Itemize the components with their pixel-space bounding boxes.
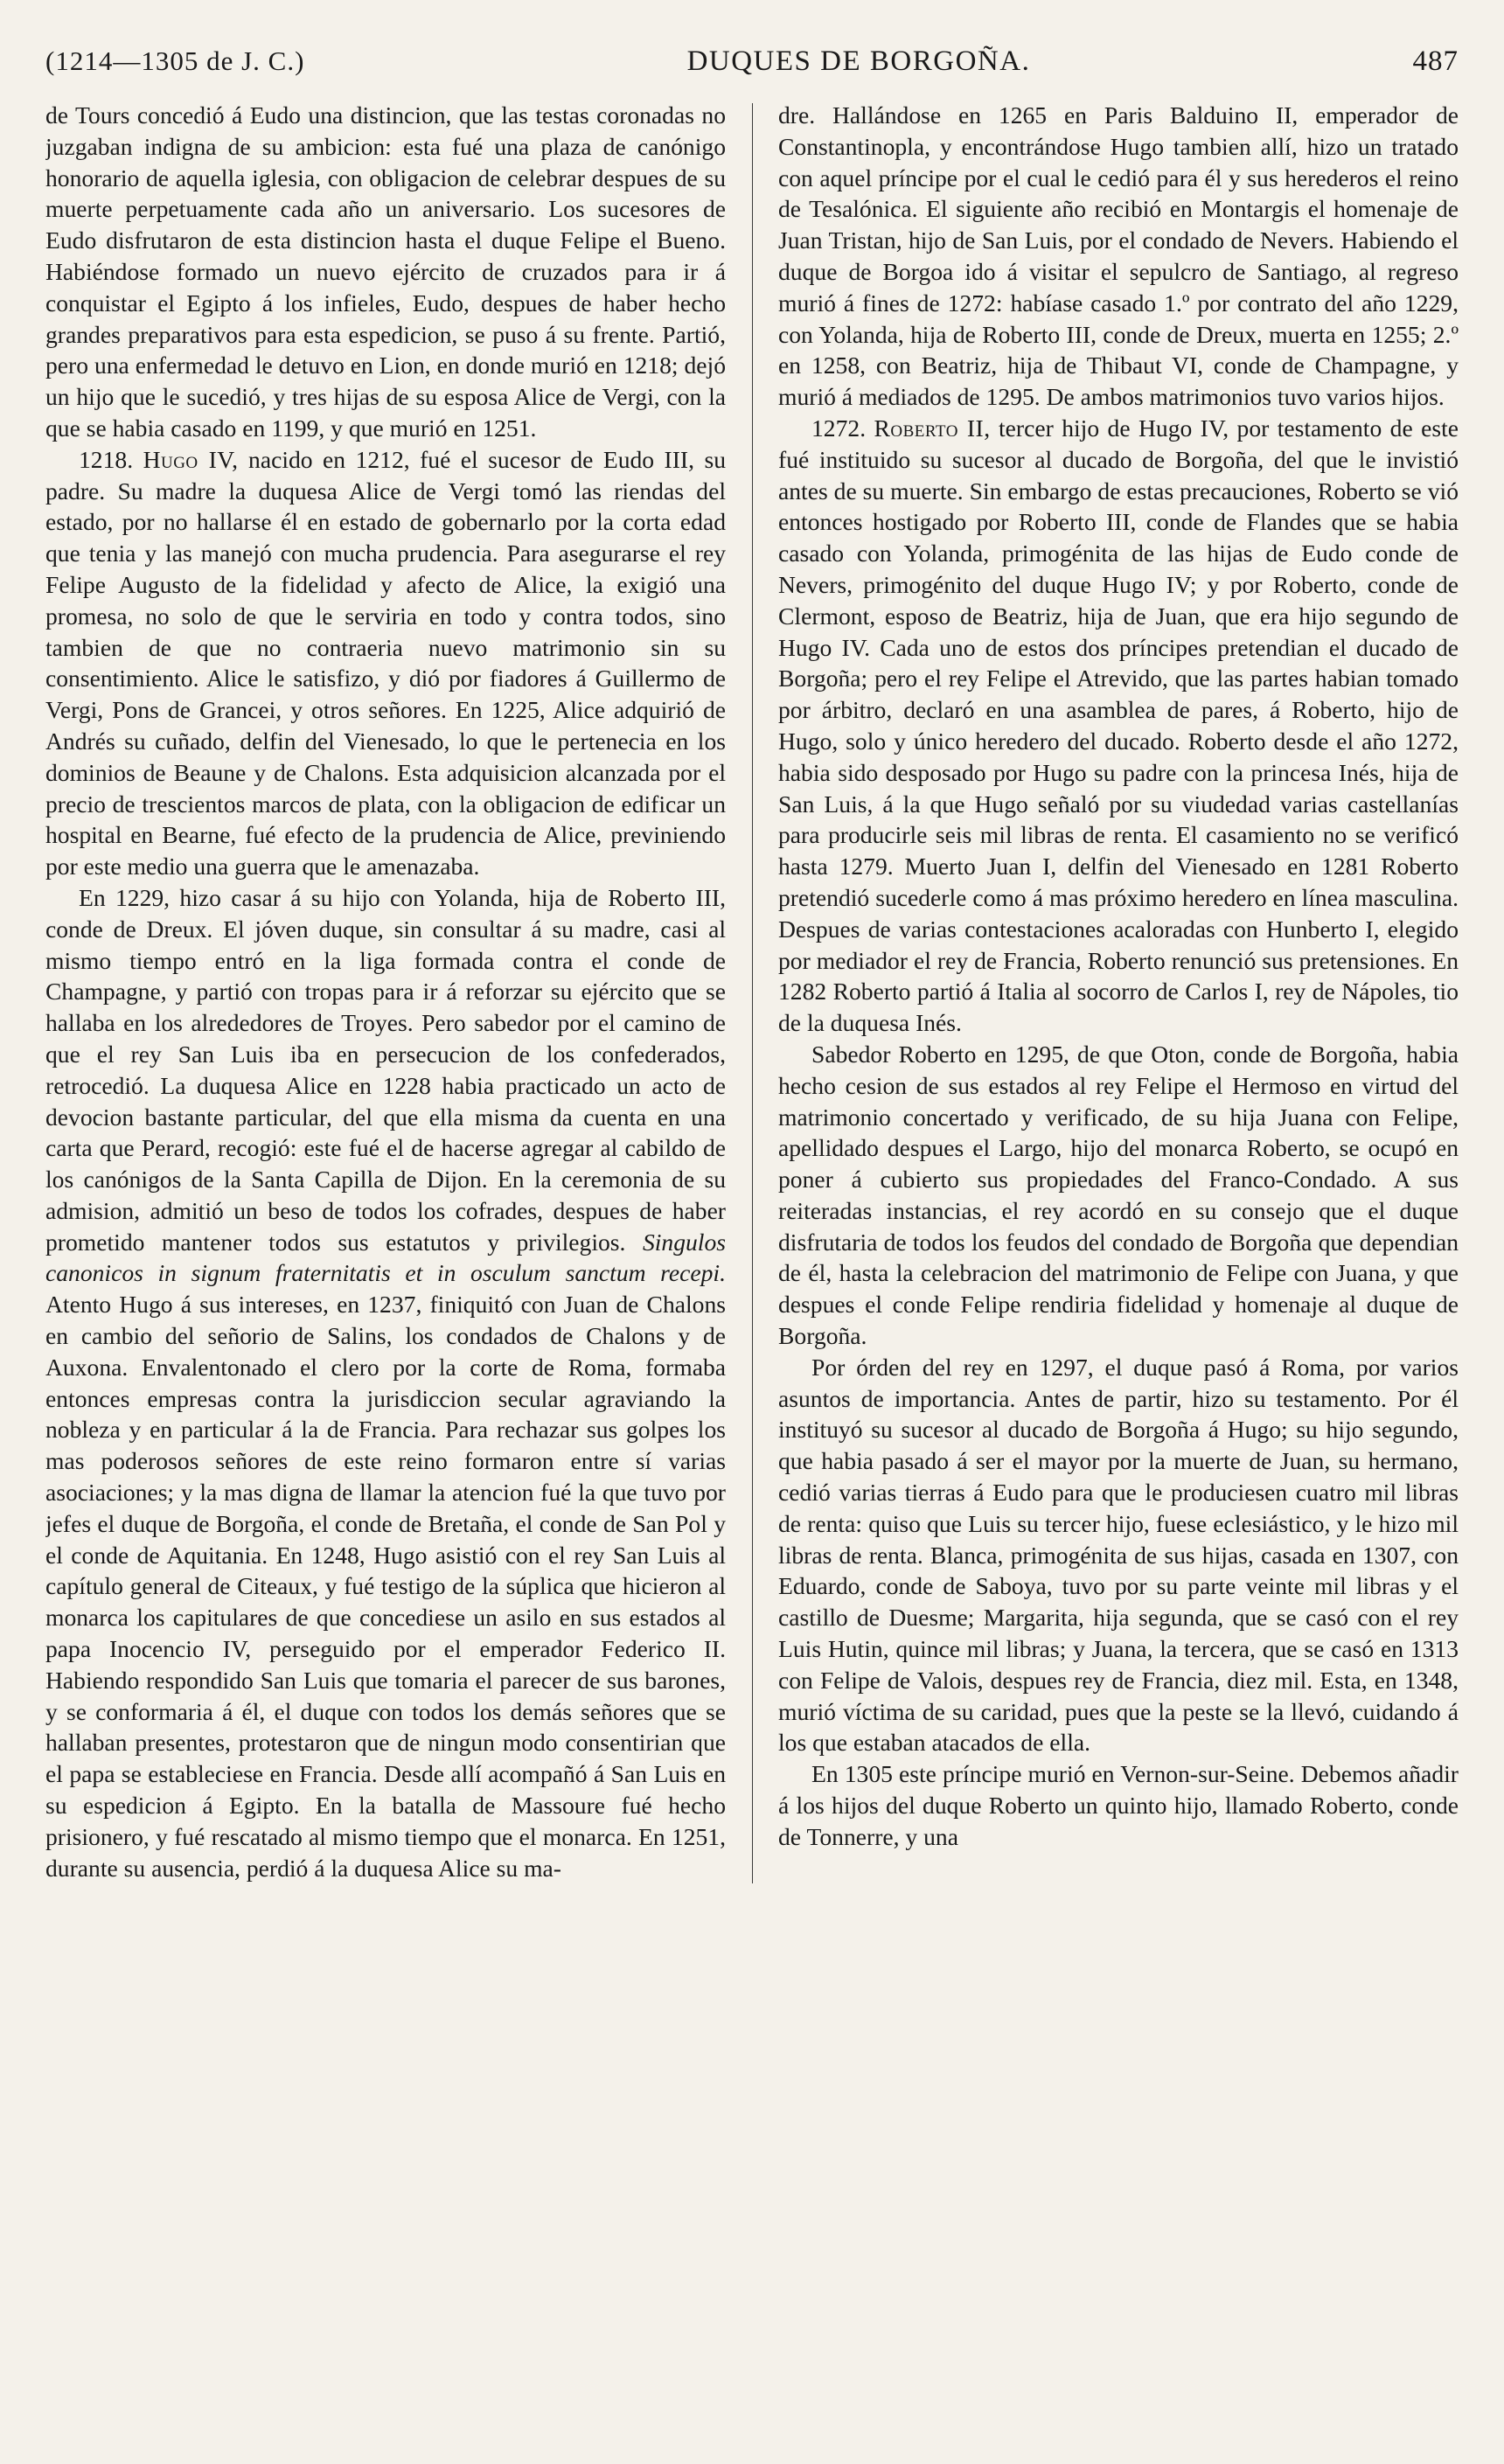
year-marker-1272: 1272. [811, 414, 867, 442]
left-paragraph-3-post: Atento Hugo á sus intereses, en 1237, finiquitó con Juan de Chalons en cambio del señorio de Salins, los condados de Chalons y de Auxona. Envalentonado el clero por la corte de Roma, formaba entonces empresas contra la jurisdiccion secular agraviando la nobleza y en particular á la de Francia. Para rechazar sus golpes los mas poderosos señores de este reino formaron entre sí varias asociaciones; y la mas digna de llamar la atencion fué la que tuvo por jefes el duque de Borgoña, el conde de Bretaña, el conde de San Pol y el conde de Aquitania. En 1248, Hugo asistió con el rey San Luis al capítulo general de Citeaux, y fué testigo de la súplica que hicieron al monarca los capitulares de que concediese un asilo en sus estados al papa Inocencio IV, perseguido por el emperador Federico II. Habiendo respondido San Luis que tomaria el parecer de sus barones, y se conformaria á él, el duque con todos los demás señores que se hallaban presentes, protestaron que de ningun modo consentirian que el papa se estableciese en Francia. Desde allí acompañó á San Luis en su espedicion á Egipto. En la batalla de Massoure fué hecho prisionero, y fué rescatado al mismo tiempo que el monarca. En 1251, durante su ausencia, perdió á la duquesa Alice su ma- [45, 1291, 726, 1882]
left-paragraph-3-pre: En 1229, hizo casar á su hijo con Yolanda, hija de Roberto III, conde de Dreux. El jóven duque, sin consultar á su madre, casi al mismo tiempo entró en la liga formada contra el conde de Champagne, y partió con tropas para ir á reforzar su ejército que se hallaba en los alrededores de Troyes. Pero sabedor por el camino de que el rey San Luis iba en persecucion de los confederados, retrocedió. La duquesa Alice en 1228 habia practicado un acto de devocion bastante particular, del que ella misma da cuenta en una carta que Perard, recogió: este fué el de hacerse agregar al cabildo de los canónigos de la Santa Capilla de Dijon. En la ceremonia de su admision, admitió un beso de todos los cofrades, despues de haber prometido mantener todos sus estatutos y privilegios. [45, 883, 726, 1256]
right-paragraph-1: dre. Hallándose en 1265 en Paris Balduino II, emperador de Constantinopla, y encontrándose Hugo tambien allí, hizo un tratado con aquel príncipe por el cual le cedió para él y sus herederos el reino de Tesalónica. El siguiente año recibió en Montargis el homenaje de Juan Tristan, hijo de San Luis, por el condado de Nevers. Habiendo el duque de Borgoa ido á visitar el sepulcro de Santiago, al regreso murió á fines de 1272: habíase casado 1.º por contrato del año 1229, con Yolanda, hija de Roberto III, conde de Dreux, muerta en 1255; 2.º en 1258, con Beatriz, hija de Thibaut VI, conde de Champagne, y murió á mediados de 1295. De ambos matrimonios tuvo varios hijos. [778, 101, 1459, 411]
right-paragraph-3: Sabedor Roberto en 1295, de que Oton, conde de Borgoña, habia hecho cesion de sus estados al rey Felipe el Hermoso en virtud del matrimonio concertado y verificado, de su hija Juana con Felipe, apellidado despues el Largo, hijo del monarca Roberto, se ocupó en poner á cubierto sus propiedades del Franco-Condado. A sus reiteradas instancias, el rey acordó en su consejo que el duque disfrutaria de todos los feudos del condado de Borgoña que dependian de él, hasta la celebracion del matrimonio de Felipe con Juana, y que despues el conde Felipe rendiria fidelidad y homenaje al duque de Borgoña. [778, 1040, 1459, 1350]
left-paragraph-2-text: nacido en 1212, fué el sucesor de Eudo III, su padre. Su madre la duquesa Alice de Vergi tomó las riendas del estado, por no hallarse él en estado de gobernarlo por la corta edad que tenia y las manejó con mucha prudencia. Para asegurarse el rey Felipe Augusto de la fidelidad y afecto de Alice, la exigió una promesa, no solo de que le serviria en todo y contra todos, sino tambien de que no contraeria nuevo matrimonio sin su consentimiento. Alice le satisfizo, y dió por fiadores á Guillermo de Vergi, Pons de Grancei, y otros señores. En 1225, Alice adquirió de Andrés su cuñado, delfin del Vienesado, lo que le pertenecia en los dominios de Beaune y de Chalons. Esta adquisicion alcanzada por el precio de trescientos marcos de plata, con la obligacion de edificar un hospital en Bearne, fué efecto de la prudencia de Alice, previniendo por este medio una guerra que le amenazaba. [45, 445, 727, 880]
right-column [778, 100, 1459, 1883]
left-paragraph-1: de Tours concedió á Eudo una distincion, que las testas coronadas no juzgaban indigna de su ambicion: esta fué una plaza de canónigo honorario de aquella iglesia, con obligacion de celebrar despues de su muerte perpetuamente cada año un aniversario. Los sucesores de Eudo disfrutaron de esta distincion hasta el duque Felipe el Bueno. Habiéndose formado un nuevo ejército de cruzados para ir á conquistar el Egipto á los infieles, Eudo, despues de haber hecho grandes preparativos para esta espedicion, se puso á su frente. Partió, pero una enfermedad le detuvo en Lion, en donde murió en 1218; dejó un hijo que le sucedió, y tres hijas de su esposa Alice de Vergi, con la que se habia casado en 1199, y que murió en 1251. [45, 101, 726, 442]
latin-quotation: Singulos canonicos in signum fraternitatis et in osculum sanctum recepi. [45, 1228, 726, 1287]
header-date-range: (1214—1305 de J. C.) [45, 45, 305, 76]
right-paragraph-2 [778, 413, 1459, 1039]
ruler-name-hugo-iv: Hugo IV, [143, 445, 239, 473]
column-divider [752, 103, 753, 1883]
left-paragraph-3 [45, 882, 726, 1884]
header-title: DUQUES DE BORGOÑA. [686, 45, 1031, 77]
ruler-name-roberto-ii: Roberto II, [874, 414, 991, 442]
right-paragraph-5: En 1305 este príncipe murió en Vernon-sur-Seine. Debemos añadir á los hijos del duque Roberto un quinto hijo, llamado Roberto, conde de Tonnerre, y una [778, 1760, 1459, 1850]
page-number: 487 [1412, 45, 1459, 77]
text-columns [45, 100, 1459, 1883]
year-marker-1218: 1218. [79, 445, 134, 473]
right-paragraph-4: Por órden del rey en 1297, el duque pasó á Roma, por varios asuntos de importancia. Antes de partir, hizo su testamento. Por él instituyó su sucesor al ducado de Borgoña á Hugo; su hijo segundo, que habia pasado á ser el mayor por la muerte de Juan, su hermano, cedió varias tierras á Eudo para que le produciesen cuatro mil libras de renta: quiso que Luis su tercer hijo, fuese eclesiástico, y le hizo mil libras de renta. Blanca, primogénita de sus hijas, casada en 1307, con Eduardo, conde de Saboya, tuvo por su parte veinte mil libras y el castillo de Duesme; Margarita, hija segunda, que se casó con el rey Luis Hutin, quince mil libras; y Juana, la tercera, que se casó en 1313 con Felipe de Valois, despues rey de Francia, diez mil. Esta, en 1348, murió víctima de su caridad, pues que la peste se la llevó, cuidando á los que estaban atacados de ella. [778, 1353, 1459, 1757]
left-paragraph-2 [45, 444, 726, 882]
book-page [45, 45, 1459, 2433]
running-header [45, 45, 1459, 94]
left-column [45, 100, 726, 1883]
right-paragraph-2-text: tercer hijo de Hugo IV, por testamento de este fué instituido su sucesor al ducado de Borgoña, del que le invistió antes de su muerte. Sin embargo de estas precauciones, Roberto se vió entonces hostigado por Roberto III, conde de Flandes que se habia casado con Yolanda, primogénita de las hijas de Eudo conde de Nevers, primogénito del duque Hugo IV; y por Roberto, conde de Clermont, esposo de Beatriz, hija de Juan, que era hijo segundo de Hugo IV. Cada uno de estos dos príncipes pretendian el ducado de Borgoña; pero el rey Felipe el Atrevido, que las partes habian tomado por árbitro, declaró en una asamblea de pares, á Roberto, hijo de Hugo, solo y único heredero del ducado. Roberto desde el año 1272, habia sido desposado por Hugo su padre con la princesa Inés, hija de San Luis, á la que Hugo señaló por su viudedad varias castellanías para producirle seis mil libras de renta. El casamiento no se verificó hasta 1279. Muerto Juan I, delfin del Vienesado en 1281 Roberto pretendió sucederle como á mas próximo heredero en línea masculina. Despues de varias contestaciones acaloradas con Hunberto I, elegido por mediador el rey de Francia, Roberto renunció sus pretensiones. En 1282 Roberto partió á Italia al socorro de Carlos I, rey de Nápoles, tio de la duquesa Inés. [778, 414, 1459, 1037]
